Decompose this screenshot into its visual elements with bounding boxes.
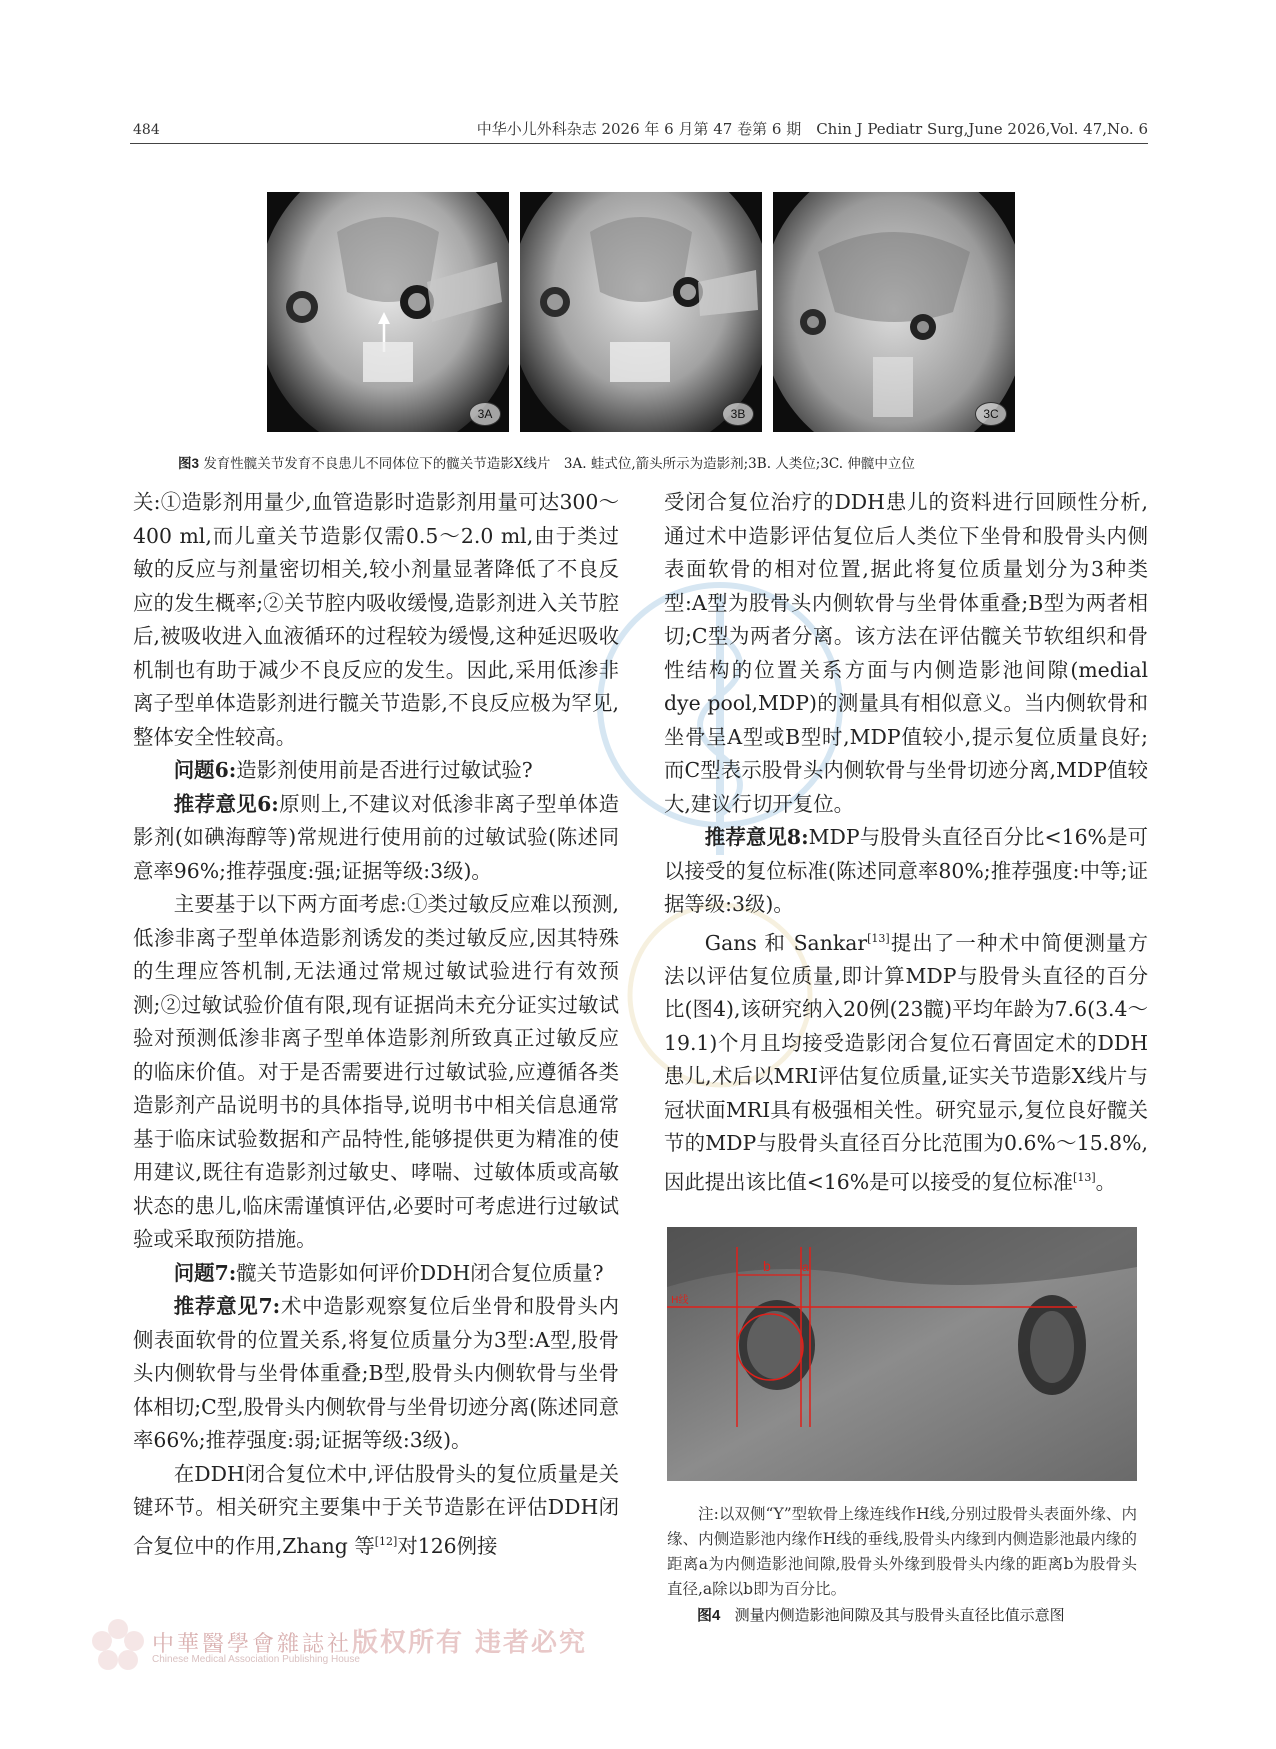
figure-4-caption-text: 测量内侧造影池间隙及其与股骨头直径比值示意图 <box>734 1606 1065 1624</box>
citation-12: [12] <box>374 1534 398 1548</box>
paragraph <box>664 922 1148 1200</box>
citation-13: [13] <box>867 931 890 945</box>
recommendation-8 <box>664 821 1148 922</box>
xray-panel-3c <box>773 192 1015 432</box>
figure-4-image <box>667 1227 1137 1481</box>
paragraph: 主要基于以下两方面考虑:①类过敏反应难以预测,低渗非离子型单体造影剂诱发的类过敏反应,因其特殊的生理应答机制,无法通过常规过敏试验进行有效预测;②过敏试验价值有限,现有证据尚未充分证实过敏试验对预测低渗非离子型单体造影剂所致真正过敏反应的临床价值。对于是否需要进行过敏试验,应遵循各类造影剂产品说明书的具体指导,说明书中相关信息通常基于临床试验数据和产品特性,能够提供更为精准的使用建议,既往有造影剂过敏史、哮喘、过敏体质或高敏状态的患儿,临床需谨慎评估,必要时可考虑进行过敏试验或采取预防措施。 <box>133 892 619 1251</box>
recommendation-7-label: 推荐意见7: <box>173 1294 281 1318</box>
figure-4 <box>667 1227 1137 1481</box>
recommendation-7-text: 术中造影观察复位后坐骨和股骨头内侧表面软骨的位置关系,将复位质量分为3型:A型,股骨头内侧软骨与坐骨体重叠;B型,股骨头内侧软骨与坐骨体相切;C型,股骨头内侧软骨与坐骨切迹分离(陈述同意率66%;推荐强度:弱;证据等级:3级)。 <box>133 1294 620 1452</box>
question-6 <box>133 754 619 788</box>
xray-panel-3b <box>520 192 762 432</box>
figure-4-note: 注:以双侧“Y”型软骨上缘连线作H线,分别过股骨头表面外缘、内缘、内侧造影池内缘作H线的垂线,股骨头内缘到内侧造影池最内缘的距离a为内侧造影池间隙,股骨头外缘到股骨头内缘的距离b为股骨头直径,a除以b即为百分比。 <box>667 1505 1137 1598</box>
left-column <box>133 486 619 1563</box>
header-rule <box>130 143 1148 144</box>
figure-3-caption <box>178 452 1138 472</box>
citation-13: [13] <box>1073 1170 1096 1184</box>
xray-image-3c <box>773 192 1015 432</box>
figure-3 <box>267 192 1015 432</box>
paragraph-text: 对126例接 <box>397 1533 498 1558</box>
publisher-name: 中華醫學會雜誌社 <box>152 1632 353 1657</box>
question-6-text: 造影剂使用前是否进行过敏试验? <box>236 758 533 782</box>
recommendation-6-label: 推荐意见6: <box>173 791 279 816</box>
paragraph-text: 提出了一种术中简便测量方法以评估复位质量,即计算MDP与股骨头直径的百分比(图4),该研究纳入20例(23髋)平均年龄为7.6(3.4～19.1)个月且均接受造影闭合复位石膏固定术的DDH患儿,术后以MRI评估复位质量,证实关节造影X线片与冠状面MRI具有极强相关性。研究显示,复位良好髋关节的MDP与股骨头直径百分比范围为0.6%～15.8%,因此提出该比值<16%是可以接受的复位标准 <box>664 930 1149 1194</box>
figure-4-caption <box>697 1604 1137 1625</box>
journal-header: 中华小儿外科杂志 2026 年 6 月第 47 卷第 6 期 Chin J Pediatr Surg,June 2026,Vol. 47,No. 6 <box>476 120 1148 138</box>
xray-image-3b <box>520 192 762 432</box>
question-7-label: 问题7: <box>173 1260 237 1285</box>
figure-3-label: 图3 <box>178 456 200 471</box>
paragraph-text: 。 <box>1095 1169 1117 1194</box>
xray-panel-3a <box>267 192 509 432</box>
page-number: 484 <box>133 122 160 138</box>
label-h-line: H线 <box>671 1295 689 1306</box>
label-b: b <box>763 1258 771 1274</box>
figure-3-caption-text: 发育性髋关节发育不良患儿不同体位下的髋关节造影X线片 3A. 蛙式位,箭头所示为造影剂;3B. 人类位;3C. 伸髋中立位 <box>203 456 915 472</box>
paragraph-text: Gans 和 Sankar <box>704 930 868 955</box>
paragraph-text: 在DDH闭合复位术中,评估股骨头的复位质量是关键环节。相关研究主要集中于关节造影在评估DDH闭合复位中的作用,Zhang 等 <box>133 1461 619 1558</box>
recommendation-8-text: MDP与股骨头直径百分比<16%是可以接受的复位标准(陈述同意率80%;推荐强度:中等;证据等级:3级)。 <box>664 825 1148 916</box>
figure-4-label: 图4 <box>697 1607 721 1624</box>
xray-image-3a <box>267 192 509 432</box>
question-7-text: 髋关节造影如何评价DDH闭合复位质量? <box>236 1260 604 1285</box>
recommendation-6 <box>133 788 619 889</box>
panel-label-3b: 3B <box>722 402 754 426</box>
question-7 <box>133 1257 619 1291</box>
recommendation-8-label: 推荐意见8: <box>704 825 809 849</box>
recommendation-7 <box>133 1290 619 1458</box>
copyright-stamp: 版权所有 违者必究 <box>352 1628 588 1658</box>
paragraph <box>133 1458 619 1563</box>
right-column <box>664 486 1148 1199</box>
paragraph: 受闭合复位治疗的DDH患儿的资料进行回顾性分析,通过术中造影评估复位后人类位下坐骨和股骨头内侧表面软骨的相对位置,据此将复位质量划分为3种类型:A型为股骨头内侧软骨与坐骨体重叠;B型为两者相切;C型为两者分离。该方法在评估髋关节软组织和骨性结构的位置关系方面与内侧造影池间隙(medial dye pool,MDP)的测量具有相似意义。当内侧软骨和坐骨呈A型或B型时,MDP值较小,提示复位质量良好;而C型表示股骨头内侧软骨与坐骨切迹分离,MDP值较大,建议行切开复位。 <box>664 490 1148 816</box>
question-6-label: 问题6: <box>173 758 237 782</box>
panel-label-3a: 3A <box>469 402 501 426</box>
label-a: a <box>802 1260 809 1274</box>
panel-label-3c: 3C <box>975 402 1007 426</box>
recommendation-6-text: 原则上,不建议对低渗非离子型单体造影剂(如碘海醇等)常规进行使用前的过敏试验(陈述同意率96%;推荐强度:强;证据等级:3级)。 <box>133 791 619 883</box>
paragraph: 关:①造影剂用量少,血管造影时造影剂用量可达300～400 ml,而儿童关节造影仅需0.5～2.0 ml,由于类过敏的反应与剂量密切相关,较小剂量显著降低了不良反应的发生概率;②关节腔内吸收缓慢,造影剂进入关节腔后,被吸收进入血液循环的过程较为缓慢,这种延迟吸收机制也有助于减少不良反应的发生。因此,采用低渗非离子型单体造影剂进行髋关节造影,不良反应极为罕见,整体安全性较高。 <box>133 490 619 749</box>
publisher-logo-icon <box>88 1615 148 1675</box>
publisher-name-en: Chinese Medical Association Publishing House <box>152 1654 360 1665</box>
